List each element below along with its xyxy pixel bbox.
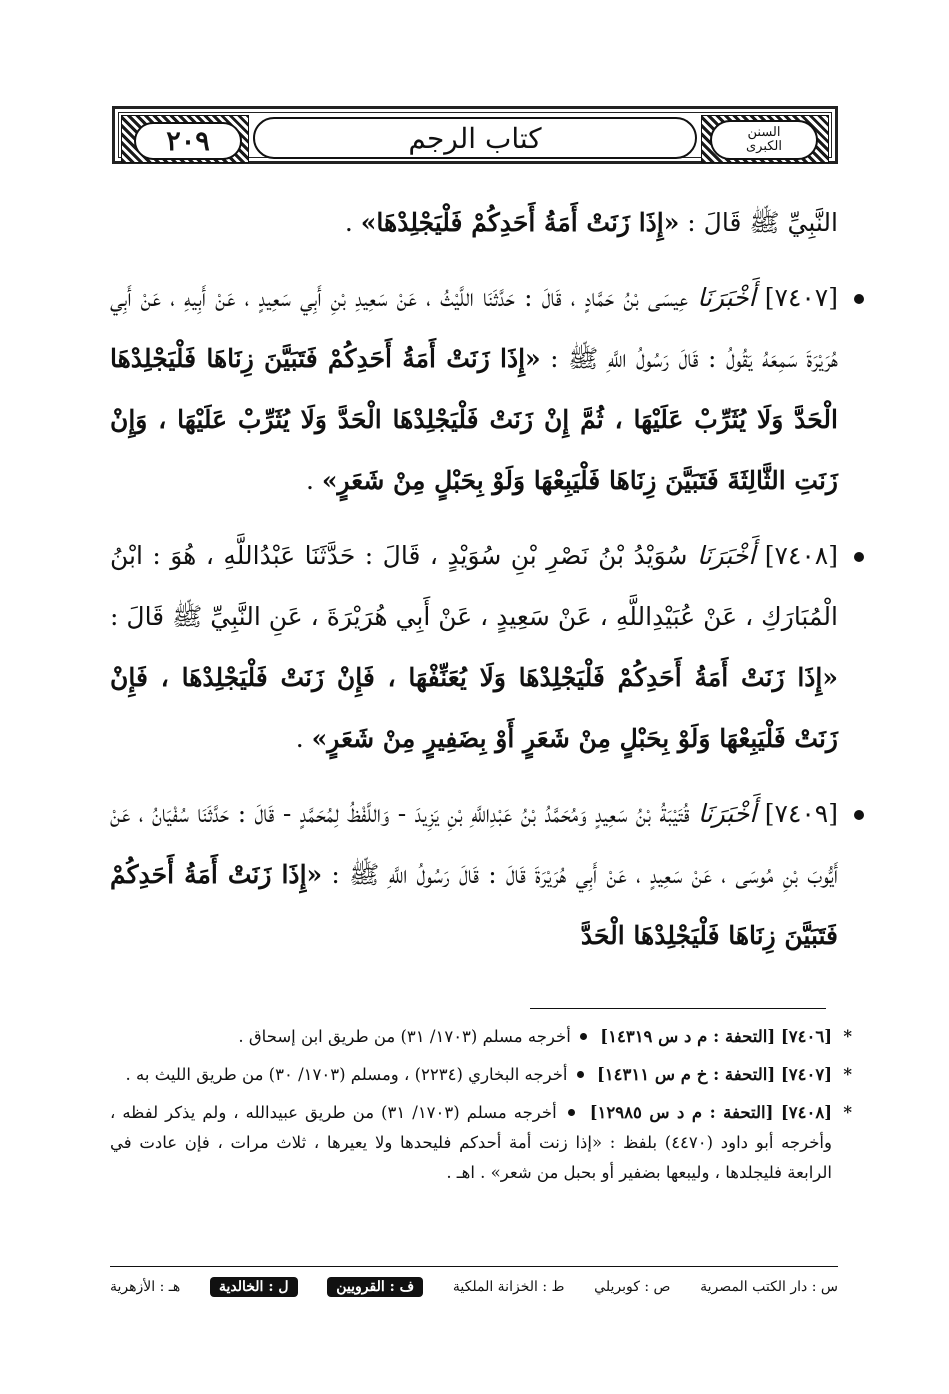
continuation-paragraph	[110, 192, 838, 253]
isnad-chain: عِيسَى بْنُ حَمَّادٍ ، قَالَ : حَدَّثَنَا اللَّيْثُ ، عَنْ سَعِيدِ بْنِ أَبِي سَعِيدٍ ، عَنْ أَبِيهِ ، عَنْ أَبِي هُرَيْرَةَ سَمِعَهُ يَقُولُ : قَالَ رَسُولُ اللَّهِ ﷺ :	[110, 283, 838, 373]
source-item: هـ : الأزهرية	[110, 1279, 181, 1295]
hadith-number: [٧٤٠٩]	[764, 799, 838, 828]
footnote-7407	[110, 1060, 852, 1090]
footnote-ref: [٧٤٠٨] [التحفة : م د س ١٢٩٨٥]	[589, 1103, 832, 1122]
footnote-separator	[530, 1008, 826, 1009]
continuation-end: .	[344, 208, 361, 237]
main-text	[110, 192, 838, 966]
akhbarana-word: أَخْبَرَنَا	[696, 541, 756, 570]
hadith-entry-7408	[110, 525, 838, 769]
footnote-7406	[110, 1022, 852, 1052]
bullet-icon	[854, 810, 864, 820]
chapter-title-box	[253, 117, 697, 159]
book-emblem-line1: السنن	[747, 125, 781, 140]
ornament-right	[701, 115, 829, 163]
entry-end: .	[295, 724, 312, 753]
hadith-entry-7409	[110, 783, 838, 966]
continuation-hadith: «إِذَا زَنَتْ أَمَةُ أَحَدِكُمْ فَلْيَجْلِدْهَا»	[360, 208, 680, 237]
hadith-matn: «إِذَا زَنَتْ أَمَةُ أَحَدِكُمْ فَلْيَجْلِدْهَا وَلَا يُعَنِّفْهَا ، فَإِنْ زَنَتْ فَلْيَجْلِدْهَا ، فَإِنْ زَنَتْ فَلْيَبِعْهَا وَلَوْ بِحَبْلٍ مِنْ شَعَرٍ أَوْ بِضَفِيرٍ مِنْ شَعَرٍ»	[110, 663, 838, 753]
footnote-ref: [٧٤٠٦] [التحفة : م د س ١٤٣١٩]	[600, 1027, 832, 1046]
bullet-icon	[568, 1109, 575, 1116]
manuscript-sources	[110, 1272, 838, 1302]
bullet-icon	[854, 552, 864, 562]
source-item: س : دار الكتب المصرية	[700, 1279, 838, 1295]
hadith-matn: «إِذَا زَنَتْ أَمَةُ أَحَدِكُمْ فَتَبَيَّنَ زِنَاهَا فَلْيَجْلِدْهَا الْحَدَّ	[110, 860, 838, 950]
footnote-ref: [٧٤٠٧] [التحفة : خ م س ١٤٣١١]	[596, 1065, 832, 1084]
sources-separator	[110, 1266, 838, 1267]
footnote-star: *	[843, 1027, 852, 1046]
footnote-star: *	[843, 1103, 852, 1122]
footnote-7408	[110, 1098, 852, 1188]
hadith-number: [٧٤٠٨]	[764, 541, 838, 570]
page-number: ٢٠٩	[134, 122, 242, 160]
bullet-icon	[854, 294, 864, 304]
continuation-intro: النَّبِيِّ ﷺ قَالَ :	[679, 208, 838, 237]
source-item-highlighted: ل : الخالدية	[210, 1277, 298, 1297]
entry-end: .	[305, 466, 322, 495]
isnad-chain: سُوَيْدُ بْنُ نَصْرِ بْنِ سُوَيْدٍ ، قَالَ : حَدَّثَنَا عَبْدُاللَّهِ ، هُوَ : ابْنُ الْمُبَارَكِ ، عَنْ عُبَيْدِاللَّهِ ، عَنْ سَعِيدٍ ، عَنْ أَبِي هُرَيْرَةَ ، عَنِ النَّبِيِّ ﷺ قَالَ :	[110, 541, 838, 631]
book-emblem-logo	[710, 120, 818, 160]
source-item: ص : كوبريلي	[594, 1279, 671, 1295]
source-item-highlighted: ف : القرويين	[327, 1277, 423, 1297]
chapter-title: كتاب الرجم	[408, 121, 542, 155]
bullet-icon	[577, 1071, 584, 1078]
book-emblem-line2: الكبرى	[745, 139, 783, 154]
header-frame	[118, 112, 832, 158]
hadith-entry-7407	[110, 267, 838, 511]
akhbarana-word: أَخْبَرَنَا	[698, 799, 757, 828]
footnote-text: أخرجه مسلم (١٧٠٣/ ٣١) من طريق ابن إسحاق .	[238, 1027, 571, 1046]
footnote-text: أخرجه البخاري (٢٢٣٤) ، ومسلم (١٧٠٣/ ٣٠) من طريق الليث به .	[125, 1065, 568, 1084]
hadith-number: [٧٤٠٧]	[764, 283, 838, 312]
footnotes	[110, 1022, 852, 1196]
hadith-matn: «إِذَا زَنَتْ أَمَةُ أَحَدِكُمْ فَتَبَيَّنَ زِنَاهَا فَلْيَجْلِدْهَا الْحَدَّ وَلَا يُثَرِّبْ عَلَيْهَا ، ثُمَّ إِنْ زَنَتْ فَلْيَجْلِدْهَا الْحَدَّ وَلَا يُثَرِّبْ عَلَيْهَا ، وَإِنْ زَنَتِ الثَّالِثَةَ فَتَبَيَّنَ زِنَاهَا فَلْيَبِعْهَا وَلَوْ بِحَبْلٍ مِنْ شَعَرٍ»	[110, 344, 838, 495]
isnad-chain: قُتَيْبَةُ بْنُ سَعِيدٍ وَمُحَمَّدُ بْنُ عَبْدِاللَّهِ بْنِ يَزِيدَ - وَاللَّفْظُ لِمُحَمَّدٍ - قَالَ : حَدَّثَنَا سُفْيَانُ ، عَنْ أَيُّوبَ بْنِ مُوسَى ، عَنْ سَعِيدٍ ، عَنْ أَبِي هُرَيْرَةَ قَالَ : قَالَ رَسُولُ اللَّهِ ﷺ :	[110, 799, 838, 889]
ornament-left	[121, 115, 249, 163]
bullet-icon	[580, 1033, 587, 1040]
source-item: ط : الخزانة الملكية	[452, 1279, 565, 1295]
footnote-star: *	[843, 1065, 852, 1084]
akhbarana-word: أَخْبَرَنَا	[697, 283, 756, 312]
footnote-text: أخرجه مسلم (١٧٠٣/ ٣١) من طريق عبيدالله ، ولم يذكر لفظه ، وأخرجه أبو داود (٤٤٧٠) بلفظ : «إذا زنت أمة أحدكم فليحدها ولا يعيرها ، ثلاث مرات ، فإن عادت في الرابعة فليجلدها ، وليبعها بضفير أو بحبل من شعر» . اهـ .	[110, 1103, 832, 1182]
page-header	[112, 106, 838, 164]
